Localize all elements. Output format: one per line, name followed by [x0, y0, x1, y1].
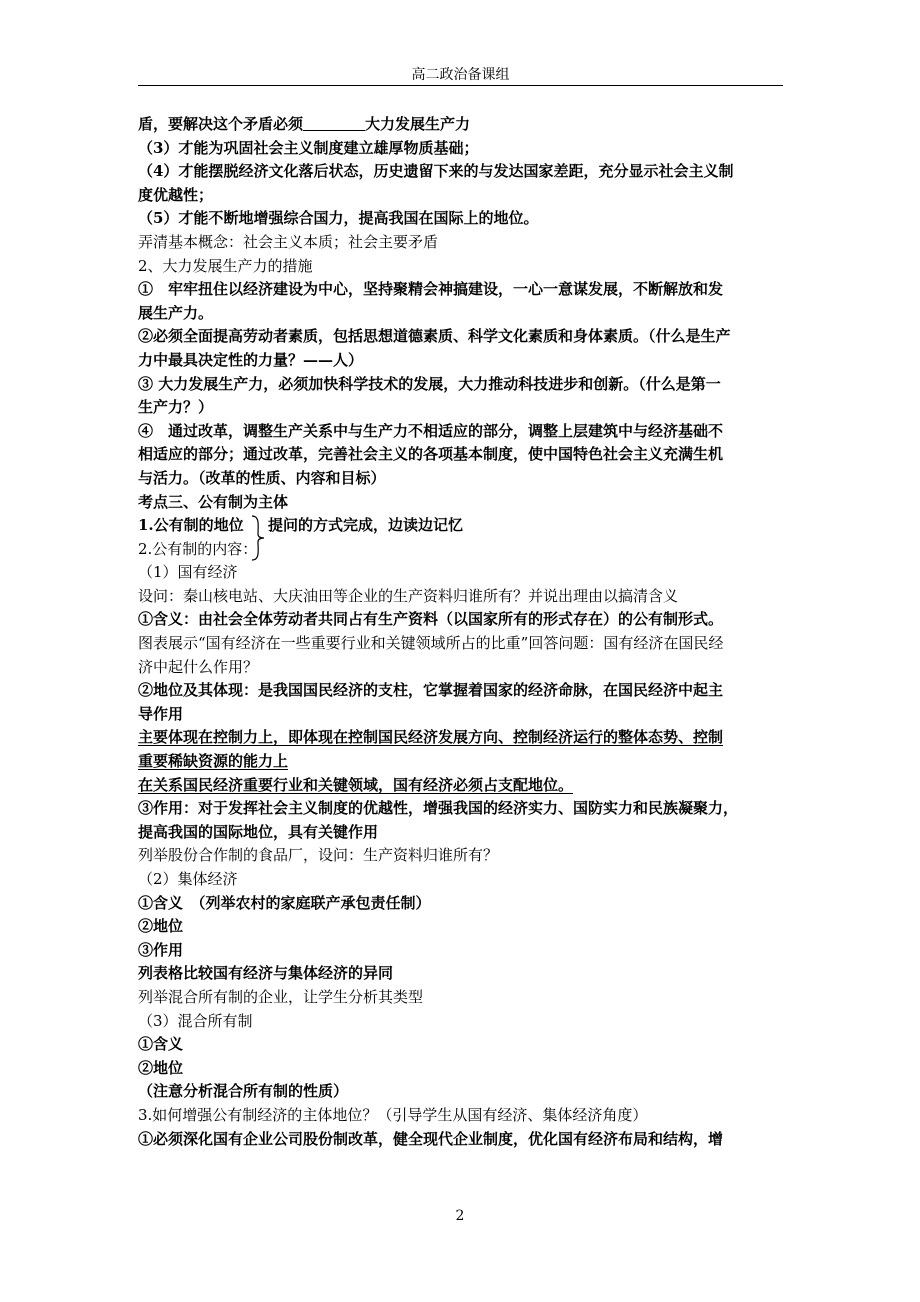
- text-line: [138, 939, 783, 963]
- line-text: ②必须全面提高劳动者素质，包括思想道德素质、科学文化素质和身体素质。（什么是生产: [138, 327, 731, 346]
- text-line: [138, 1080, 783, 1104]
- text-line: [138, 608, 783, 632]
- brace-block: [138, 514, 783, 561]
- text-line: [138, 986, 783, 1010]
- text-line: [138, 679, 783, 703]
- line-text: 考点三、公有制为主体: [138, 492, 289, 511]
- text-line: [138, 1057, 783, 1081]
- line-text: 图表展示“国有经济在一些重要行业和关键领域所占的比重”回答问题：国有经济在国民经: [138, 634, 724, 653]
- brace-line-1: 1.公有制的地位: [138, 516, 244, 535]
- line-text: ①含义：由社会全体劳动者共同占有生产资料（以国家所有的形式存在）的公有制形式。: [138, 610, 724, 629]
- text-line: [138, 797, 783, 821]
- text-block-1: [138, 113, 783, 514]
- text-line: [138, 821, 783, 845]
- text-line: [138, 1104, 783, 1128]
- text-line: [138, 491, 783, 515]
- text-line: [138, 585, 783, 609]
- line-text: 重要稀缺资源的能力上: [138, 752, 289, 771]
- text-line: [138, 1033, 783, 1057]
- page-number: 2: [455, 1208, 465, 1224]
- line-text: ④ 通过改革，调整生产关系中与生产力不相适应的部分，调整上层建筑中与经济基础不: [138, 421, 724, 440]
- text-line: [138, 278, 783, 302]
- line-text: 导作用: [138, 704, 184, 723]
- line-text: 提高我国的国际地位，具有关键作用: [138, 822, 379, 841]
- line-text: 相适应的部分；通过改革，完善社会主义的各项基本制度，使中国特色社会主义充满生机: [138, 445, 724, 464]
- line-text: （5）才能不断地增强综合国力，提高我国在国际上的地位。: [138, 209, 539, 228]
- text-line: [138, 373, 783, 397]
- line-text: ②地位及其体现：是我国国民经济的支柱，它掌握着国家的经济命脉，在国民经济中起主: [138, 681, 724, 700]
- line-text: 在关系国民经济重要行业和关键领域，国有经济必须占支配地位。: [138, 775, 574, 794]
- line-text: （注意分析混合所有制的性质）: [138, 1082, 349, 1101]
- line-text: 3.如何增强公有制经济的主体地位？（引导学生从国有经济、集体经济角度）: [138, 1105, 648, 1124]
- text-line: [138, 396, 783, 420]
- line-text: 设问：秦山核电站、大庆油田等企业的生产资料归谁所有？并说出理由以搞清含义: [138, 586, 679, 605]
- line-text: ③ 大力发展生产力，必须加快科学技术的发展，大力推动科技进步和创新。（什么是第一: [138, 374, 721, 393]
- text-line: [138, 325, 783, 349]
- line-text: （3）混合所有制: [138, 1011, 253, 1030]
- text-block-2: [138, 561, 783, 1151]
- line-text: 列表格比较国有经济与集体经济的异同: [138, 964, 394, 983]
- line-text: ①含义 （列举农村的家庭联产承包责任制）: [138, 893, 431, 912]
- text-line: [138, 184, 783, 208]
- line-text: 力中最具决定性的力量？——人）: [138, 350, 364, 369]
- text-line: [138, 774, 783, 798]
- text-line: [138, 443, 783, 467]
- text-line: [138, 632, 783, 656]
- text-line: [138, 726, 783, 750]
- text-line: [138, 703, 783, 727]
- text-line: [138, 420, 783, 444]
- text-line: [138, 349, 783, 373]
- line-text: 列举股份合作制的食品厂，设问：生产资料归谁所有？: [138, 846, 499, 865]
- line-text: ③作用: [138, 940, 184, 959]
- line-text: ① 牢牢扭住以经济建设为中心，坚持聚精会神搞建设，一心一意谋发展，不断解放和发: [138, 280, 724, 299]
- brace-note: 提问的方式完成，边读边记忆: [268, 516, 464, 535]
- curly-brace-icon: [248, 514, 268, 561]
- line-text: 盾，要解决这个矛盾必须: [138, 115, 304, 133]
- header-rule: [138, 85, 783, 86]
- text-line: [138, 1010, 783, 1034]
- brace-line-2: 2.公有制的内容：: [138, 539, 258, 558]
- line-text: ①含义: [138, 1035, 184, 1054]
- text-line: [138, 844, 783, 868]
- text-line: [138, 868, 783, 892]
- text-line: [138, 561, 783, 585]
- line-text: 2、大力发展生产力的措施: [138, 256, 313, 275]
- text-line: [138, 1128, 783, 1152]
- fill-in-blank: [303, 115, 365, 131]
- text-line: [138, 160, 783, 184]
- line-text: ①必须深化国有企业公司股份制改革，健全现代企业制度，优化国有经济布局和结构，增: [138, 1129, 724, 1148]
- line-text: （1）国有经济: [138, 563, 238, 582]
- text-line: [138, 231, 783, 255]
- line-text: 主要体现在控制力上，即体现在控制国民经济发展方向、控制经济运行的整体态势、控制: [138, 728, 724, 747]
- text-line: [138, 656, 783, 680]
- text-line: [138, 467, 783, 491]
- line-text: 列举混合所有制的企业，让学生分析其类型: [138, 987, 424, 1006]
- text-line: [138, 302, 783, 326]
- line-text: 与活力。（改革的性质、内容和目标）: [138, 468, 386, 487]
- page-header: 高二政治备课组: [411, 67, 510, 83]
- line-text: 济中起什么作用？: [138, 657, 259, 676]
- text-line: [138, 915, 783, 939]
- text-line: [138, 207, 783, 231]
- line-text-after-blank: 大力发展生产力: [365, 115, 471, 133]
- line-text: （3）才能为巩固社会主义制度建立雄厚物质基础；: [138, 138, 479, 157]
- line-text: （4）才能摆脱经济文化落后状态，历史遗留下来的与发达国家差距，充分显示社会主义制: [138, 162, 734, 181]
- text-line: [138, 962, 783, 986]
- text-line: [138, 750, 783, 774]
- line-text: （2）集体经济: [138, 870, 238, 888]
- line-text: 度优越性；: [138, 185, 214, 204]
- text-line: [138, 255, 783, 279]
- text-line: [138, 892, 783, 916]
- document-body: [138, 113, 783, 1151]
- text-line: [138, 137, 783, 161]
- text-line: [138, 113, 783, 137]
- line-text: 弄清基本概念：社会主义本质；社会主要矛盾: [138, 232, 439, 251]
- line-text: 生产力？）: [138, 398, 214, 417]
- line-text: ②地位: [138, 917, 184, 936]
- line-text: ③作用：对于发挥社会主义制度的优越性，增强我国的经济实力、国防实力和民族凝聚力，: [138, 799, 739, 818]
- line-text: 展生产力。: [138, 303, 214, 322]
- line-text: ②地位: [138, 1058, 184, 1077]
